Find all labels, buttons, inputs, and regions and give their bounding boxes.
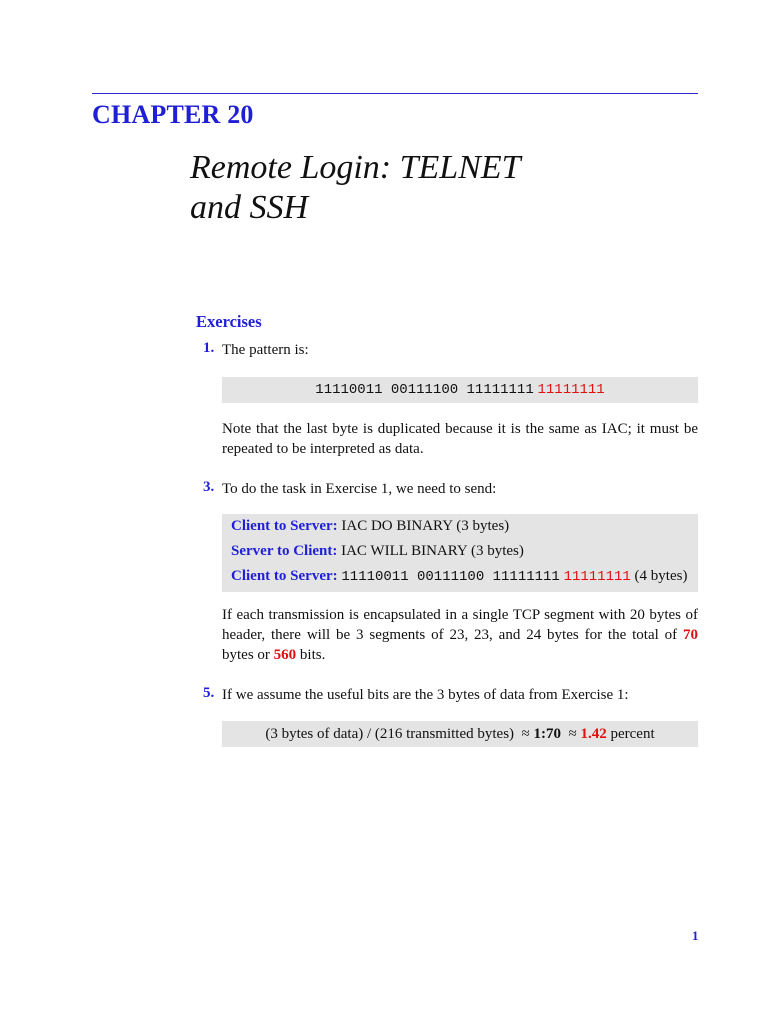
chapter-title: [190, 148, 521, 228]
exchange-row-3: [231, 568, 687, 585]
exercise-3-number: 3.: [203, 479, 215, 495]
formula-box: [222, 721, 698, 747]
percent-word: percent: [610, 725, 655, 742]
pattern-duplicate-byte: 11111111: [537, 382, 605, 398]
exercise-3-intro: To do the task in Exercise 1, we need to send:: [222, 481, 497, 497]
exchange-row-1-text: IAC DO BINARY (3 bytes): [341, 518, 510, 534]
section-heading: Exercises: [196, 312, 262, 331]
total-bytes: 70: [683, 627, 699, 643]
exchange-row-1: [231, 518, 509, 535]
ratio-value: 1:70: [533, 725, 562, 742]
total-bits: 560: [273, 647, 297, 663]
chapter-label: CHAPTER 20: [92, 100, 254, 129]
exercise-1-intro: The pattern is:: [222, 342, 309, 358]
exercise-1-note: Note that the last byte is duplicated because it is the same as IAC; it must be repeated to be interpreted as data.: [222, 421, 698, 457]
exercise-1-number: 1.: [203, 340, 215, 356]
exercise-5-intro: If we assume the useful bits are the 3 bytes of data from Exercise 1:: [222, 687, 629, 703]
exchange-row-2-text: IAC WILL BINARY (3 bytes): [341, 543, 524, 559]
approx-symbol-1: ≈: [521, 725, 530, 742]
chapter-title-line-1: Remote Login: TELNET: [190, 149, 521, 186]
exercise-3-text-mid: bytes or: [222, 647, 270, 663]
approx-symbol-2: ≈: [568, 725, 577, 742]
exercise-3-text-pre: If each transmission is encapsulated in a single TCP segment with 20 bytes of header, there will be 3 segments of 23, 23, and 24 bytes for the total of: [222, 607, 698, 643]
exchange-row-3-label: Client to Server:: [231, 568, 338, 584]
exercise-3-explanation: [222, 605, 698, 665]
exchange-row-2: [231, 543, 524, 560]
formula-expression: (3 bytes of data) / (216 transmitted bytes): [265, 725, 515, 742]
percent-value: 1.42: [580, 725, 607, 742]
exercise-3-text-post: bits.: [299, 647, 326, 663]
header-rule: [92, 93, 698, 94]
pattern-bytes: 11110011 00111100 11111111: [315, 382, 534, 398]
exchange-row-3-duplicate-byte: 11111111: [563, 569, 631, 585]
exchange-row-2-label: Server to Client:: [231, 543, 338, 559]
exercise-5-number: 5.: [203, 685, 215, 701]
exchange-box: [222, 514, 698, 592]
page-number: 1: [692, 928, 699, 943]
chapter-title-line-2: and SSH: [190, 189, 309, 226]
exchange-row-1-label: Client to Server:: [231, 518, 338, 534]
exchange-row-3-bytes: 11110011 00111100 11111111: [341, 569, 560, 585]
pattern-box: [222, 377, 698, 403]
exchange-row-3-suffix: (4 bytes): [634, 568, 688, 584]
